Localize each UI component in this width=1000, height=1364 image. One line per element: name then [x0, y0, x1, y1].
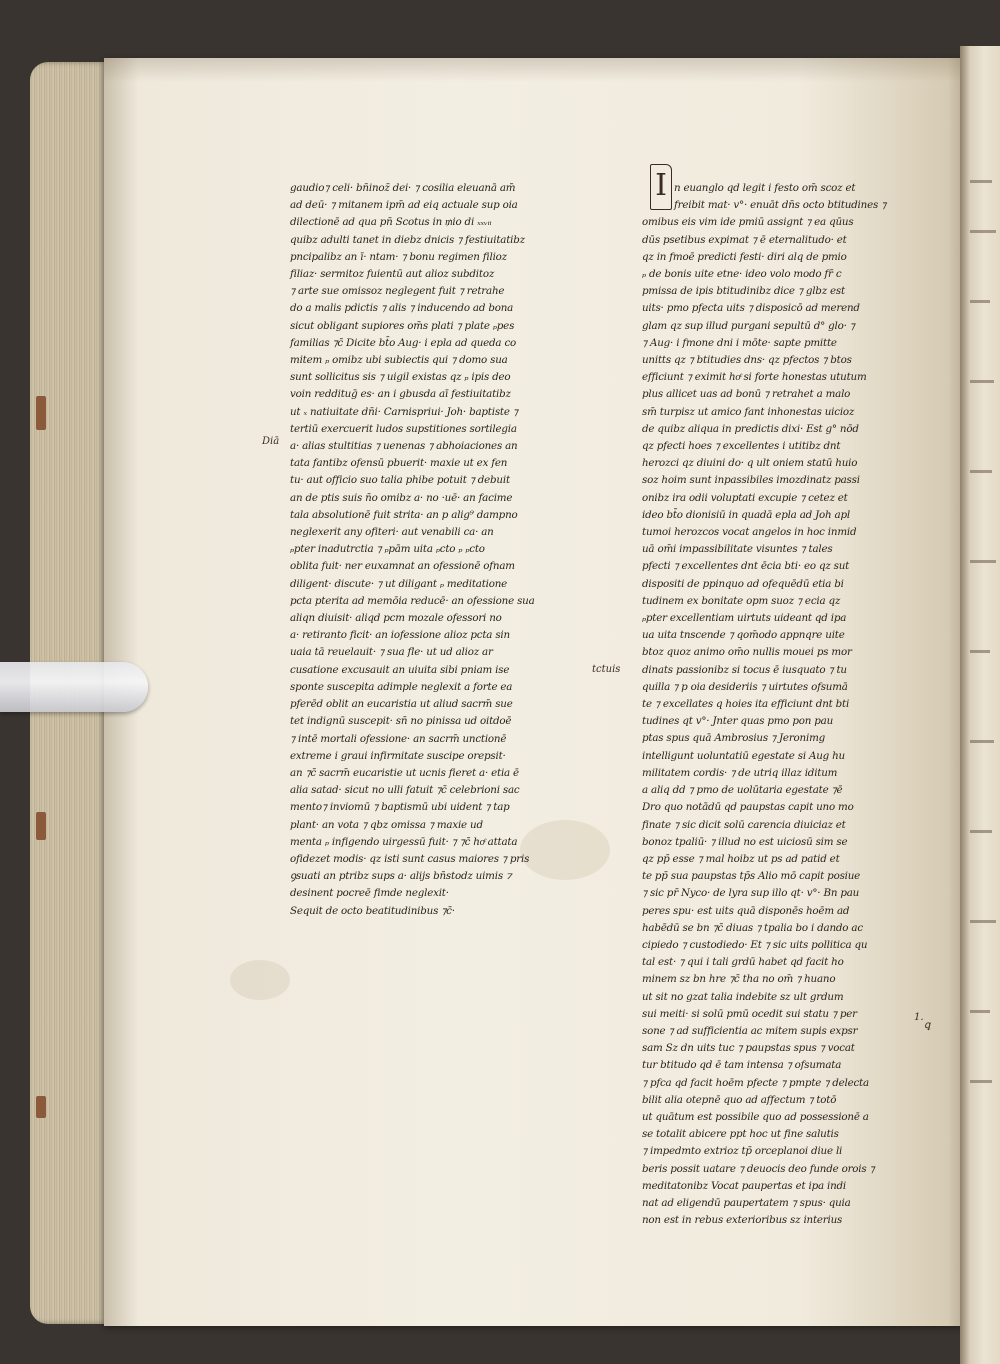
facing-page-text — [970, 740, 994, 743]
fore-edge-tab — [36, 396, 46, 430]
text-line: pferēd oblit an eucaristia ut aliud sacrm̄ sue — [290, 698, 513, 711]
text-line: mitem ₚ omibz ubi subiectis qui ⁊ domo sua — [290, 354, 508, 367]
facing-page-text — [970, 470, 992, 473]
text-line: sponte suscepita adimple neglexit a forte ea — [290, 680, 513, 693]
text-line: bonoz tpaliū· ⁊ illud no est uiciosū sim se — [642, 835, 848, 848]
text-line: Dro quo notādū qd paupstas capit uno mo — [642, 801, 854, 814]
text-line: aliqn diuisit· aliqd pcm mozale ofessori no — [290, 612, 502, 625]
text-line: qz pfecti hoes ⁊ excellentes i utitibz dnt — [642, 440, 841, 453]
text-line: minem sz bn hre ⁊c̄ tha no om̄ ⁊ huano — [642, 973, 836, 986]
text-line: bilit alia otepnē quo ad affectum ⁊ totō — [642, 1093, 837, 1106]
text-line: plus allicet uas ad bonū ⁊ retrahet a malo — [642, 388, 851, 401]
text-line: dūs psetibus expimat ⁊ ē eternalitudo· et — [642, 233, 847, 246]
text-line: tur btitudo qd ē tam intensa ⁊ ofsumata — [642, 1059, 842, 1072]
text-line: uā om̄i impassibilitate visuntes ⁊ tales — [642, 543, 833, 556]
text-line: tertiū exercuerit ludos supstitiones sortilegia — [290, 422, 517, 435]
text-line: se totalit abicere ppt hoc ut fine salutis — [642, 1128, 839, 1141]
text-line: familias ⁊c̄ Dicite bt̄o Aug· i epla ad queda co — [290, 336, 517, 349]
text-line: alia satad· sicut no ulli fatuit ⁊c̄ celebrioni sac — [290, 784, 520, 797]
text-line: uaia tā reuelauit· ⁊ sua fle· ut ud alioz ar — [290, 646, 493, 659]
text-line: btoz quoz animo om̄o nullis mouei ps mor — [642, 646, 852, 659]
right-text-column-head — [674, 180, 886, 214]
text-line: n euanglo qd legit i festo om̄ scoz et — [674, 182, 856, 194]
text-line: ꝯsuati an ptribz sups a· alijs bn̄stodz uimis ⁊ — [290, 870, 512, 883]
text-line: dispositi de ppinquo ad ofequēdū etia bi — [642, 577, 844, 590]
text-line: pmissa de ipis btitudinibz dice ⁊ glbz est — [642, 285, 845, 298]
section-heading-line: Sequit de octo beatitudinibus ⁊c̄· — [290, 904, 455, 917]
text-line: meditatonibz Vocat paupertas et ipa indi — [642, 1179, 846, 1192]
text-line: desinent pocreē fimde neglexit· — [290, 887, 449, 900]
text-line: te ⁊ excellates q hoies ita efficiunt dnt bti — [642, 698, 850, 711]
text-line: ad deū· ⁊ mitanem ipm̄ ad eiq actuale sup oia — [290, 199, 518, 212]
text-line: ofidezet modis· qz isti sunt casus maiores ⁊ pris — [290, 852, 530, 865]
text-line: ₚ de bonis uite etne· ideo volo modo fr̄ c — [642, 268, 842, 280]
text-line: an de ptis suis n̄o omibz a· no ·uē· an facime — [290, 491, 513, 504]
facing-page-text — [970, 1080, 992, 1083]
marginal-note: tctuis — [592, 664, 621, 675]
decorated-initial: I — [650, 164, 672, 210]
text-line: extreme i graui infirmitate suscipe orepsit· — [290, 749, 506, 762]
text-line: dilectionē ad qua pn̄ Scotus in ₥io di ₓₓᵥᵢᵢ — [290, 216, 492, 229]
text-line: soz hoim sunt inpassibiles imozdinatz passi — [642, 474, 860, 487]
left-text-column — [290, 180, 535, 920]
text-line: neglexerit any ofiteri· aut venabili ca· an — [290, 526, 494, 539]
marginal-note: 1. — [914, 1012, 924, 1023]
text-line: ⁊ Aug· i fmone dni i mōte· sapte pmitte — [642, 336, 837, 349]
facing-page-text — [970, 830, 992, 833]
text-line: sone ⁊ ad sufficientia ac mitem supis expsr — [642, 1024, 858, 1037]
text-line: a· retiranto ficit· an iofessione alioz pcta sin — [290, 629, 510, 642]
text-line: ⁊ impedmto extrioz tp̄ orceplanoi diue li — [642, 1145, 843, 1158]
text-line: qz pp̄ esse ⁊ mal hoibz ut ps ad patid et — [642, 852, 840, 865]
text-line: ⁊ sic pr̄ Nyco· de lyra sup illo qt· v°· Bn pau — [642, 887, 860, 900]
text-line: plant· an vota ⁊ qbz omissa ⁊ maxie ud — [290, 818, 483, 831]
text-line: efficiunt ⁊ eximit hoͤ si forte honestas ututum — [642, 371, 867, 384]
text-line: menta ₚ infigendo uirgessū fuit· ⁊ ⁊c̄ hoͤ attata — [290, 835, 518, 848]
text-line: voin reddituḡ es· an i gbusda aī festiuitatibz — [290, 388, 511, 401]
text-line: pncipalibz an ī· ntam· ⁊ bonu regimen filioz — [290, 250, 507, 263]
facing-page-text — [970, 300, 990, 303]
text-line: dinats passionibz si tocus ē iusquato ⁊ tu — [642, 663, 847, 676]
marginal-note: ꝗ — [924, 1020, 931, 1031]
text-line: tu· aut officio suo talia phibe potuit ⁊ debuit — [290, 474, 510, 487]
facing-page-edge — [960, 46, 1000, 1364]
text-line: finate ⁊ sic dicit solū carencia diuiciaz et — [642, 818, 846, 831]
text-line: ut ₓ natiuitate dn̄i· Carnispriui· Joh· baptiste ⁊ — [290, 405, 518, 418]
text-line: tudinem ex bonitate opm suoz ⁊ ecia qz — [642, 594, 841, 607]
text-line: intelligunt uoluntatiū egestate si Aug hu — [642, 749, 845, 762]
text-line: an ⁊c̄ sacrm̄ eucaristie ut ucnis fieret a· etia ē — [290, 766, 519, 779]
facing-page-text — [970, 380, 994, 383]
text-line: de quibz aliqua in predictis dixi· Est g° nōd — [642, 422, 859, 435]
text-line: ⁊ intē mortali ofessione· an sacrm̄ unctionē — [290, 732, 507, 745]
text-line: tatа fantibz ofensū pbuerit· maxie ut ex fen — [290, 457, 508, 470]
text-line: sui meiti· si solū pmū ocedit sui statu ⁊ per — [642, 1007, 857, 1020]
text-line: a aliq dd ⁊ pmo de uolūtaria egestate ⁊ē — [642, 784, 843, 797]
text-line: ⁊ arte sue omissoz neglegent fuit ⁊ retrahe — [290, 285, 505, 298]
text-line: sicut obligant supiores om̄s plati ⁊ plate ₚpes — [290, 319, 515, 332]
text-line: tet indignū suscepit· sn̄ no pinissa ud oitdoē — [290, 715, 512, 728]
facing-page-text — [970, 1010, 990, 1013]
page-stain — [230, 960, 290, 1000]
text-line: ₚpter inadutrctia ⁊ ₚpām uita ₚcto ₚ ₚcto — [290, 543, 485, 556]
fore-edge-tab — [36, 812, 46, 840]
text-line: pcta pterita ad memōia reducē· an ofessione sua — [290, 594, 535, 607]
text-line: freibit mat· v°· enuāt dn̄s octo btitudines ⁊ — [674, 199, 887, 212]
text-line: habēdū se bn ⁊c̄ diuas ⁊ tpalia bo i dando ac — [642, 921, 863, 934]
page-holder-clip — [0, 662, 148, 712]
text-line: glam qz sup illud purgani sepultū d° glo· ⁊ — [642, 319, 855, 332]
text-line: tal est· ⁊ qui i tali grdū habet qd facit ho — [642, 956, 844, 969]
text-line: tumoi herozcos vocat angelos in hoc inmid — [642, 526, 857, 539]
text-line: ua uita tnscende ⁊ qom̄odo appnqre uite — [642, 629, 845, 642]
text-line: pfecti ⁊ excellentes dnt ēcia bti· eo qz sut — [642, 560, 850, 573]
marginal-note: Diā — [262, 436, 280, 447]
text-line: a· alias stultitias ⁊ uenenas ⁊ abhoiaciones an — [290, 440, 518, 453]
text-line: filiaz· sermitoz fuientū aut alioz subditoz — [290, 268, 495, 281]
text-line: ⁊ pfca qd facit hoēm pfecte ⁊ pmpte ⁊ delecta — [642, 1076, 869, 1089]
text-line: sunt sollicitus sis ⁊ uigil existas qz ₚ ipis deo — [290, 371, 511, 384]
facing-page-text — [970, 230, 996, 233]
text-line: non est in rebus exterioribus sz interius — [642, 1214, 843, 1227]
text-line: ut quātum est possibile quo ad possessionē a — [642, 1110, 869, 1123]
text-line: quilla ⁊ p oia desideriis ⁊ uirtutes ofsumā — [642, 680, 848, 693]
page-shadow — [104, 58, 974, 82]
text-line: mento⁊ inviomū ⁊ baptismū ubi uident ⁊ tap — [290, 801, 510, 814]
facing-page-text — [970, 650, 990, 653]
text-line: onibz ira odii voluptati excupie ⁊ cetez et — [642, 491, 848, 504]
text-line: uits· pmo pfecta uits ⁊ disposicō ad merend — [642, 302, 860, 315]
text-line: unitts qz ⁊ btitudies dns· qz pfectos ⁊ btos — [642, 354, 852, 367]
text-line: tala absolutionē fuit strita· an p alig⁹ dampno — [290, 508, 518, 521]
right-text-column — [642, 214, 874, 1229]
text-line: qz in fmoē predicti festi· diri alq de pmio — [642, 250, 847, 263]
text-line: ptas spus quā Ambrosius ⁊ Jeronimg — [642, 732, 826, 745]
text-line: tudines qt v°· Jnter quas pmo pon pau — [642, 715, 834, 728]
text-line: gaudio⁊ celi· bn̄inoz̄ dei· ⁊ cosilia eleuanā am̄ — [290, 182, 516, 194]
text-line: beris possit uatare ⁊ deuocis deo funde orois ⁊ — [642, 1162, 875, 1175]
text-line: herozci qz diuini do· q ult oniem statū huio — [642, 457, 858, 470]
text-line: sm̄ turpisz ut amico fant inhonestas uicioz — [642, 405, 855, 418]
fore-edge-tab — [36, 1096, 46, 1118]
text-line: ideo bt̄o dionisiū in quadā epla ad Joh apl — [642, 508, 850, 521]
text-line: te pp̄ sua paupstas tp̄s Alio mō capit posiue — [642, 870, 861, 883]
text-line: do a malis pdictis ⁊ alis ⁊ inducendo ad bona — [290, 302, 514, 315]
text-line: militatem cordis· ⁊ de utriq illaz iditum — [642, 766, 838, 779]
text-line: cipiedo ⁊ custodiedo· Et ⁊ sic uits pollitica qu — [642, 938, 868, 951]
text-line: omibus eis vim ide pmiū assignt ⁊ ea qūus — [642, 216, 854, 229]
text-line: cusatione excusauit an uiuita sibi pniam ise — [290, 663, 510, 676]
text-line: quibz adulti tanet in diebz dnicis ⁊ festiuitatibz — [290, 233, 525, 246]
facing-page-text — [970, 920, 996, 923]
facing-page-text — [970, 180, 992, 183]
text-line: sam Sz dn uits tuc ⁊ paupstas spus ⁊ vocat — [642, 1042, 855, 1055]
text-line: peres spu· est uits quā disponēs hoēm ad — [642, 904, 850, 917]
text-line: oblita fuit· ner euxamnat an ofessionē ofnam — [290, 560, 515, 573]
text-line: nat ad eligendū paupertatem ⁊ spus· quia — [642, 1196, 851, 1209]
facing-page-text — [970, 560, 996, 563]
text-line: ut sit no gzat talia indebite sz ult grdum — [642, 990, 844, 1003]
text-line: ₚpter excellentiam uirtuts uideant qd ipa — [642, 612, 847, 625]
text-line: diligent· discute· ⁊ ut diligant ₚ meditatione — [290, 577, 508, 590]
